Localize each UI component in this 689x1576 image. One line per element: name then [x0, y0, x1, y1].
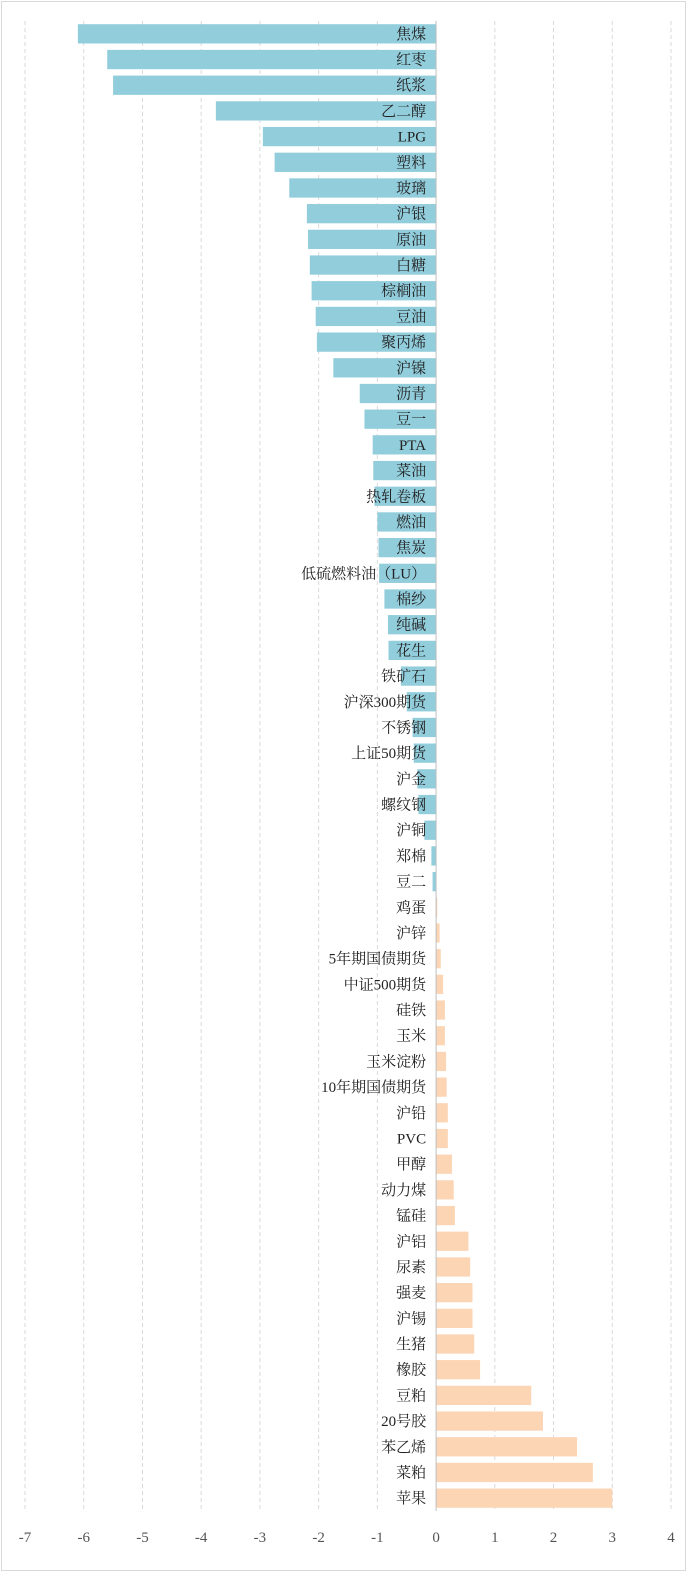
category-label: 低硫燃料油（LU） [301, 566, 427, 583]
category-label: 热轧卷板 [366, 489, 427, 506]
bar [436, 1386, 531, 1405]
bar [436, 1257, 470, 1276]
category-label: 乙二醇 [381, 103, 427, 120]
bar [436, 1334, 474, 1353]
category-label: 上证50期货 [351, 746, 427, 763]
bar [424, 821, 436, 840]
bar [436, 1309, 472, 1328]
category-label: 玉米 [396, 1028, 427, 1045]
bar [436, 1180, 454, 1199]
category-label: 豆粕 [396, 1388, 427, 1405]
category-label: 红枣 [396, 52, 427, 69]
category-label: 生猪 [396, 1337, 427, 1354]
x-axis-tick-labels [19, 1530, 676, 1546]
category-label: 锰硅 [396, 1208, 427, 1225]
x-tick-label: 0 [432, 1530, 440, 1546]
bar [431, 846, 436, 865]
category-label: 螺纹钢 [381, 797, 427, 814]
x-tick-label: 2 [549, 1530, 558, 1546]
bar [436, 1489, 612, 1508]
category-label: 豆一 [396, 412, 427, 429]
x-tick-label: -6 [77, 1530, 90, 1546]
bar [436, 1155, 452, 1174]
category-label: 5年期国债期货 [328, 951, 427, 968]
x-tick-label: 1 [491, 1530, 499, 1546]
bar [433, 872, 437, 891]
bar [436, 1283, 472, 1302]
bar [436, 1026, 445, 1045]
bar [436, 1103, 448, 1122]
category-label: 塑料 [396, 155, 427, 172]
category-label: 苯乙烯 [381, 1439, 427, 1456]
category-label: 沪锡 [396, 1311, 427, 1328]
category-label: 沪银 [396, 206, 427, 223]
category-label: 菜粕 [396, 1465, 427, 1482]
category-label: PVC [396, 1131, 427, 1148]
bar [113, 76, 436, 95]
category-label: 沪铝 [396, 1234, 427, 1251]
chart-frame [1, 1, 686, 1571]
category-label: 玻璃 [396, 180, 427, 197]
bar [436, 1463, 593, 1482]
bar [436, 975, 443, 994]
bar-chart [2, 2, 689, 1576]
category-label: 聚丙烯 [381, 335, 427, 352]
category-label: 甲醇 [396, 1157, 427, 1174]
category-label: 燃油 [396, 514, 427, 531]
category-label: 动力煤 [381, 1182, 427, 1199]
category-label: 郑棉 [396, 848, 427, 865]
category-label: 原油 [396, 232, 427, 249]
category-label: 纯碱 [396, 617, 427, 634]
bar [436, 1077, 447, 1096]
x-tick-label: -4 [194, 1530, 208, 1546]
x-tick-label: 3 [608, 1530, 617, 1546]
bar [436, 1129, 448, 1148]
bar [436, 1232, 468, 1251]
bar [436, 949, 441, 968]
bar [436, 1206, 455, 1225]
category-label: LPG [397, 129, 427, 146]
bar [436, 1052, 446, 1071]
category-label: 豆油 [396, 309, 427, 326]
category-label: 苹果 [396, 1491, 427, 1508]
category-label: 豆二 [396, 874, 427, 891]
bar [436, 1000, 445, 1019]
category-label: PTA [398, 437, 427, 454]
category-label: 沪深300期货 [343, 694, 427, 711]
bar [436, 1360, 480, 1379]
category-label: 玉米淀粉 [366, 1054, 427, 1071]
category-label: 橡胶 [396, 1362, 427, 1379]
category-label: 白糖 [396, 258, 427, 275]
category-label: 10年期国债期货 [321, 1080, 427, 1097]
category-label: 沪金 [396, 771, 427, 788]
category-label: 20号胶 [381, 1414, 427, 1431]
category-label: 鸡蛋 [396, 900, 427, 917]
bar [78, 24, 436, 43]
category-label: 棕榈油 [381, 283, 427, 300]
category-label: 硅铁 [396, 1003, 427, 1020]
bars [78, 24, 612, 1508]
bar [436, 923, 440, 942]
category-label: 花生 [396, 643, 427, 660]
category-label: 焦炭 [396, 540, 427, 557]
category-label: 沪锌 [396, 925, 427, 942]
bar [436, 1411, 543, 1430]
category-label: 强麦 [396, 1285, 427, 1302]
category-label: 不锈钢 [381, 720, 427, 737]
category-label: 中证500期货 [343, 977, 427, 994]
x-tick-label: -3 [253, 1530, 267, 1546]
x-tick-label: -7 [18, 1530, 32, 1546]
bar [107, 50, 436, 69]
bar [436, 1437, 577, 1456]
category-label: 尿素 [396, 1259, 427, 1276]
category-label: 菜油 [396, 463, 427, 480]
category-label: 沪镍 [396, 360, 427, 377]
category-label: 纸浆 [396, 78, 427, 95]
category-label: 沪铅 [396, 1105, 427, 1122]
category-label: 铁矿石 [381, 669, 427, 686]
category-label: 棉纱 [396, 592, 427, 609]
x-tick-label: 4 [667, 1530, 675, 1546]
category-label: 沪铜 [396, 823, 427, 840]
category-label: 焦煤 [396, 26, 427, 43]
x-tick-label: -5 [136, 1530, 149, 1546]
x-tick-label: -1 [371, 1530, 384, 1546]
x-tick-label: -2 [312, 1530, 325, 1546]
category-label: 沥青 [396, 386, 427, 403]
